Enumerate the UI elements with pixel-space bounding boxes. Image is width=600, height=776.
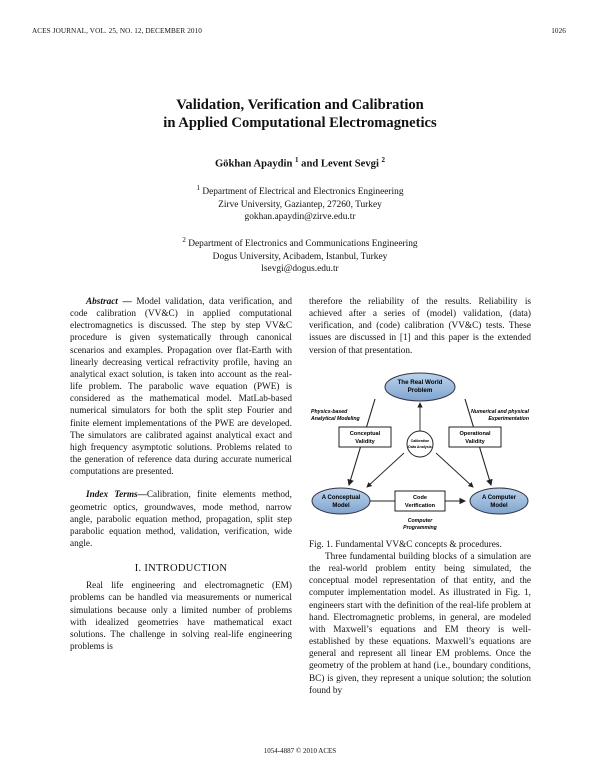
node-computer-line-2: Model — [490, 502, 508, 509]
right-column — [309, 296, 531, 697]
figure-1-caption: Fig. 1. Fundamental VV&C concepts & procedures. — [309, 539, 502, 550]
box-conceptual-line-1: Conceptual — [349, 430, 381, 437]
author-list — [0, 156, 600, 170]
box-operational-line-2: Validity — [465, 438, 485, 445]
affiliation-1-dept-text: Department of Electrical and Electronics Engineering — [202, 187, 404, 198]
figure-1 — [309, 369, 531, 533]
affiliation-1-univ: Zirve University, Gaziantep, 27260, Turkey — [218, 199, 382, 210]
title-line-1: Validation, Verification and Calibration — [176, 97, 424, 113]
node-computer-line-1: A Computer — [481, 494, 517, 501]
box-code-line-1: Code — [413, 494, 427, 501]
left-column — [70, 296, 292, 653]
box-conceptual-line-2: Validity — [355, 438, 375, 445]
node-conceptual-line-2: Model — [332, 502, 350, 509]
abstract-label: Abstract — [86, 297, 118, 307]
box-code-line-2: Verification — [404, 502, 436, 509]
paper-title — [0, 96, 600, 132]
affiliation-1-dept — [0, 182, 600, 199]
page-footer: 1054-4887 © 2010 ACES — [263, 747, 337, 755]
affiliation-1-email: gokhan.apaydin@zirve.edu.tr — [244, 212, 356, 223]
right-para-2: Three fundamental building blocks of a simulation are the real-world problem entity being simulated, the conceptual model representation of that entity, and the computer implementation model. As illustrated in Fig. 1, engineers start with the definition of the real-life problem at hand. Electromagnetic problems, in general, are modeled with Maxwell’s equations and EM theory is well-established by these equations. Maxwell’s equations are general and represent all linear EM problems. Once the geometry of the problem at hand (i.e., boundary conditions, BC) is given, they represent a unique solution; the solution found by — [309, 551, 531, 696]
index-terms-label: Index Terms — [86, 490, 138, 501]
arrow-center-to-conceptual — [367, 453, 404, 487]
intro-paragraph-1: Real life engineering and electromagnetic (EM) problems can be handled via measurements or numerical simulations because only a limited number of problems with idealized geometries have mathematical exact solutions. The challenge in solving real-life engineering problems is — [70, 581, 292, 653]
node-computer-model — [470, 488, 528, 514]
affiliation-2-univ: Dogus University, Acibadem, Istanbul, Turkey — [212, 251, 388, 262]
author-and: and — [298, 158, 321, 170]
label-computer-line-2: Programming — [403, 524, 437, 531]
affiliation-2-sup: 2 — [182, 236, 186, 244]
index-terms — [70, 489, 292, 550]
label-physics-line-1: Physics-based — [311, 408, 348, 415]
affiliation-2-email: lsevgi@dogus.edu.tr — [261, 264, 339, 275]
section-heading-introduction: I. INTRODUCTION — [134, 563, 228, 575]
node-calibration-line-1: Calibration — [410, 438, 430, 443]
title-line-2: in Applied Computational Electromagnetics — [163, 115, 437, 131]
node-conceptual-line-1: A Conceptual — [321, 494, 361, 501]
author-2-sup: 2 — [381, 156, 386, 164]
abstract — [70, 296, 292, 478]
node-real-world-line-2: Problem — [407, 386, 433, 394]
affiliation-2 — [0, 234, 600, 276]
abstract-text: Model validation, data verification, and code calibration (VV&C) in applied computational electromagnetics is discussed. The step by step VV&C procedure is given systematically through canonical scenarios and examples. Propagation over flat-Earth with linearly decreasing vertical refractivity profile, having an analytical exact solution, is taken into account as the real-life problem. The parabolic wave equation (PWE) is considered as the mathematical model. MatLab-based numerical simulators for both the split step Fourier and finite element implementations of the PWE are developed. The simulators are calibrated against analytical exact and high frequency asymptotic solutions. Problems related to the generation of reference data during accurate numerical computations are presented. — [70, 297, 292, 478]
box-operational-line-1: Operational — [459, 430, 491, 437]
node-conceptual-model — [312, 488, 370, 514]
label-numerical-line-1: Numerical and physical — [471, 408, 529, 415]
affiliation-2-dept-text: Department of Electronics and Communications Engineering — [188, 239, 418, 250]
author-1: Gökhan Apaydin — [214, 158, 293, 170]
abstract-dash: — — [117, 297, 137, 307]
journal-header: ACES JOURNAL, VOL. 25, NO. 12, DECEMBER 2010 — [32, 27, 202, 35]
node-calibration — [407, 431, 433, 457]
node-calibration-line-2: Data Analysis — [408, 444, 432, 449]
node-real-world-line-1: The Real World — [397, 378, 443, 386]
page-number: 1026 — [551, 27, 566, 35]
arrow-center-to-computer — [436, 453, 473, 487]
right-para-top: therefore the reliability of the results. Reliability is achieved after a series of (model) validation, (data) verification, and (code) calibration (VV&C) tests. These issues are discussed in [1] and this paper is the extended version of that presentation. — [309, 297, 531, 356]
index-terms-text: Calibration, finite elements method, geometric optics, groundwaves, mode method, narrow angle, parabolic equation method, propagation, split step parabolic equation method, validation, verification, wide angle. — [70, 490, 292, 549]
affiliation-2-dept — [0, 234, 600, 251]
affiliation-1-sup: 1 — [196, 184, 200, 192]
label-physics-line-2: Analytical Modeling — [311, 415, 360, 422]
author-2: Levent Sevgi — [320, 158, 379, 170]
index-terms-dash: — — [137, 490, 147, 501]
affiliation-1 — [0, 182, 600, 224]
vvc-diagram — [309, 369, 531, 533]
label-numerical-line-2: Experimentation — [488, 415, 529, 422]
author-1-sup: 1 — [295, 156, 299, 164]
label-computer-line-1: Computer — [407, 517, 433, 524]
